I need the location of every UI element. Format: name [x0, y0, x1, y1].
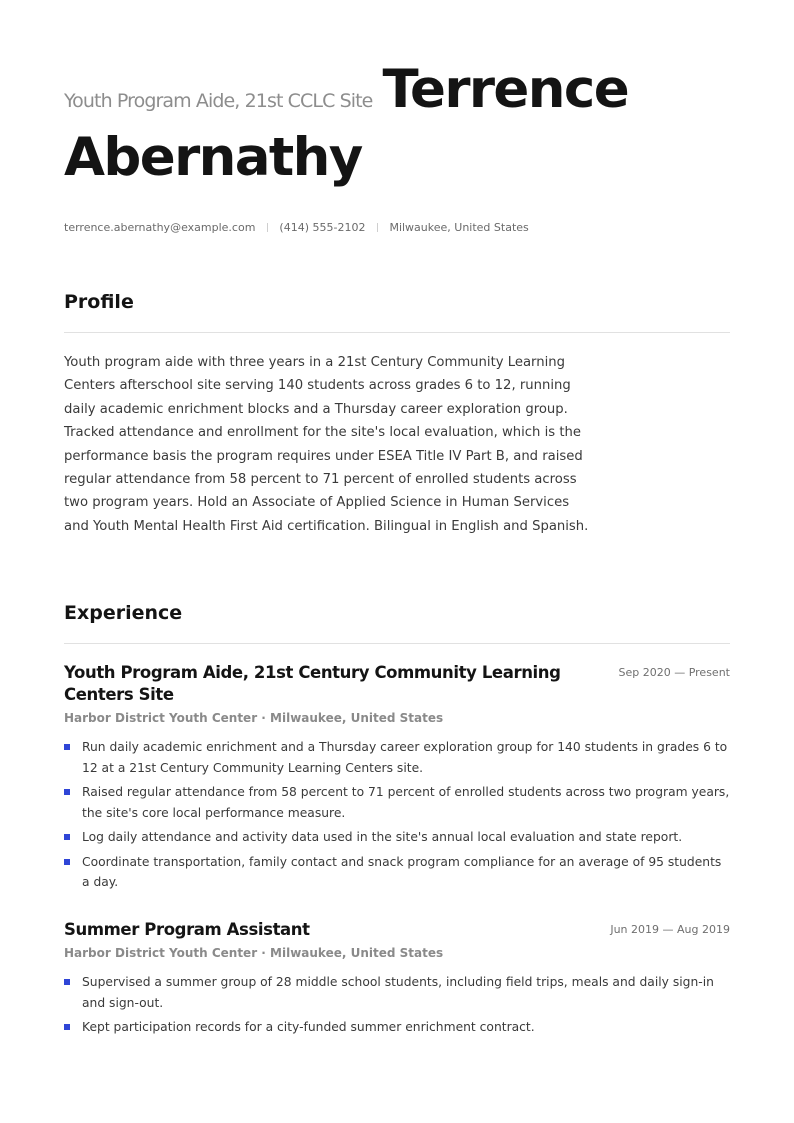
experience-divider	[64, 643, 730, 644]
bullet-square-icon	[64, 1024, 70, 1030]
contact-phone: (414) 555-2102	[279, 221, 366, 234]
job-bullet	[64, 1017, 730, 1038]
job-entry	[64, 919, 730, 1042]
job-bullet	[64, 827, 730, 848]
job-dates: Jun 2019 — Aug 2019	[610, 923, 730, 936]
job-header	[64, 662, 730, 706]
job-title: Youth Program Aide, 21st CCLC Site	[64, 90, 373, 112]
title-line	[64, 59, 730, 130]
bullet-square-icon	[64, 979, 70, 985]
bullet-square-icon	[64, 744, 70, 750]
profile-text: Youth program aide with three years in a 21st Century Community Learning Centers afterschool site serving 140 students across grades 6 to 12, running daily academic enrichment blocks and a Thursday career exploration group. Tracked attendance and enrollment for the site's local evaluation, which is the performance basis the program requires under ESEA Title IV Part B, and raised regular attendance from 58 percent to 71 percent of enrolled students across two program years. Hold an Associate of Applied Science in Human Services and Youth Mental Health First Aid certification. Bilingual in English and Spanish.	[64, 355, 589, 534]
bullet-square-icon	[64, 834, 70, 840]
job-bullets	[64, 972, 730, 1038]
job-role: Youth Program Aide, 21st Century Community Learning Centers Site	[64, 663, 561, 704]
bullet-square-icon	[64, 789, 70, 795]
job-entry	[64, 662, 730, 897]
job-bullets	[64, 737, 730, 893]
job-header	[64, 919, 730, 941]
last-name: Abernathy	[64, 127, 362, 188]
contact-info	[64, 221, 529, 234]
job-bullet	[64, 852, 730, 893]
profile-divider	[64, 332, 730, 333]
bullet-text: Supervised a summer group of 28 middle school students, including field trips, meals and daily sign-in and sign-out.	[82, 975, 714, 1010]
job-bullet	[64, 972, 730, 1013]
bullet-text: Coordinate transportation, family contact and snack program compliance for an average of 95 students a day.	[82, 854, 722, 889]
name-line	[64, 127, 730, 198]
job-bullet	[64, 782, 730, 823]
bullet-text: Log daily attendance and activity data used in the site's annual local evaluation and state report.	[82, 830, 683, 844]
contact-location: Milwaukee, United States	[389, 221, 529, 234]
job-dates: Sep 2020 — Present	[618, 666, 730, 679]
first-name: Terrence	[382, 59, 629, 120]
bullet-text: Run daily academic enrichment and a Thursday career exploration group for 140 students in grades 6 to 12 at a 21st Century Community Learning Centers site.	[82, 740, 728, 775]
job-role: Summer Program Assistant	[64, 920, 310, 939]
bullet-square-icon	[64, 859, 70, 865]
contact-divider	[377, 223, 378, 232]
job-organization: Harbor District Youth Center · Milwaukee, United States	[64, 946, 444, 960]
contact-divider	[267, 223, 268, 232]
bullet-text: Kept participation records for a city-funded summer enrichment contract.	[82, 1020, 535, 1034]
bullet-text: Raised regular attendance from 58 percent to 71 percent of enrolled students across two program years, the site's core local performance measure.	[82, 785, 730, 820]
profile-heading: Profile	[64, 291, 134, 313]
job-bullet	[64, 737, 730, 778]
contact-email: terrence.abernathy@example.com	[64, 221, 256, 234]
experience-heading: Experience	[64, 602, 183, 624]
resume-header	[64, 59, 730, 198]
job-organization: Harbor District Youth Center · Milwaukee, United States	[64, 711, 444, 725]
